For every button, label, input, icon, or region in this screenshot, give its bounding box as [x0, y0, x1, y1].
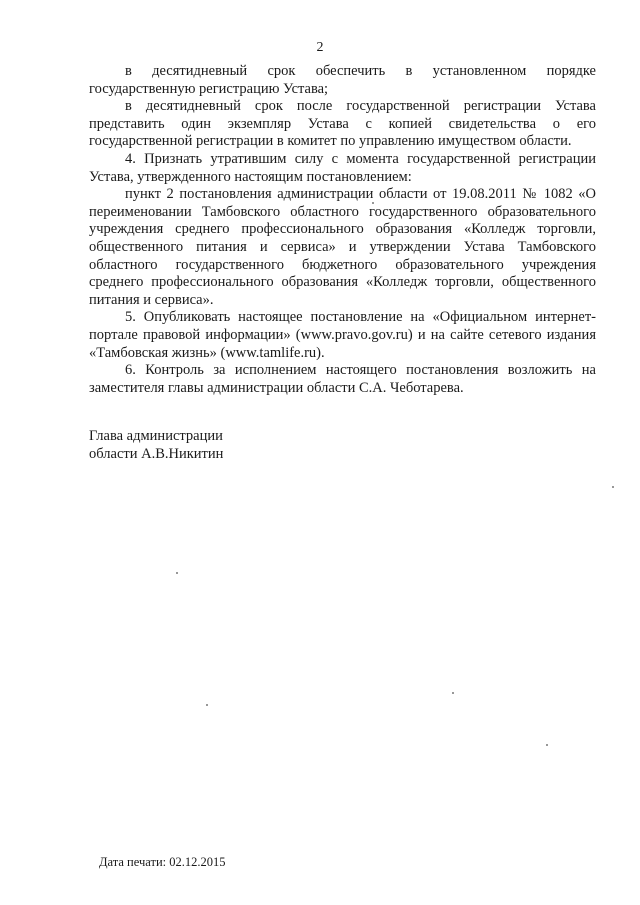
print-date: Дата печати: 02.12.2015 — [99, 855, 226, 869]
signature-title: Глава администрации — [89, 428, 223, 444]
signature-name: области А.В.Никитин — [89, 445, 224, 462]
paragraph-revoked-resolution: пункт 2 постановления администрации области от 19.08.2011 № 1082 «О переименовании Тамбовского областного государственного образовательного учреждения среднего профессионального образования «Колледж торговли, общественного питания и сервиса» и утверждении Устава Тамбовского областного государственного бюджетного образовательного учреждения среднего профессионального образования «Колледж торговли, общественного питания и сервиса». — [89, 186, 596, 308]
scan-speck — [176, 572, 178, 574]
scan-speck — [546, 744, 548, 746]
scan-speck — [372, 202, 374, 204]
document-body — [89, 63, 596, 397]
paragraph-item-6: 6. Контроль за исполнением настоящего постановления возложить на заместителя главы администрации области С.А. Чеботарева. — [89, 362, 596, 396]
paragraph-item-5: 5. Опубликовать настоящее постановление на «Официальном интернет-портале правовой информации» (www.pravo.gov.ru) и на сайте сетевого издания «Тамбовская жизнь» (www.tamlife.ru). — [89, 309, 596, 361]
page-number: 2 — [316, 40, 324, 55]
signature-block — [89, 428, 223, 463]
paragraph-submit-charter: в десятидневный срок после государственной регистрации Устава представить один экземпляр Устава с копией свидетельства о его государственной регистрации в комитет по управлению имуществом области. — [89, 98, 596, 150]
paragraph-registration-deadline: в десятидневный срок обеспечить в установленном порядке государственную регистрацию Устава; — [89, 63, 596, 97]
scan-speck — [612, 486, 614, 488]
scan-speck — [452, 692, 454, 694]
scan-speck — [206, 704, 208, 706]
paragraph-item-4: 4. Признать утратившим силу с момента государственной регистрации Устава, утвержденного настоящим постановлением: — [89, 150, 596, 185]
